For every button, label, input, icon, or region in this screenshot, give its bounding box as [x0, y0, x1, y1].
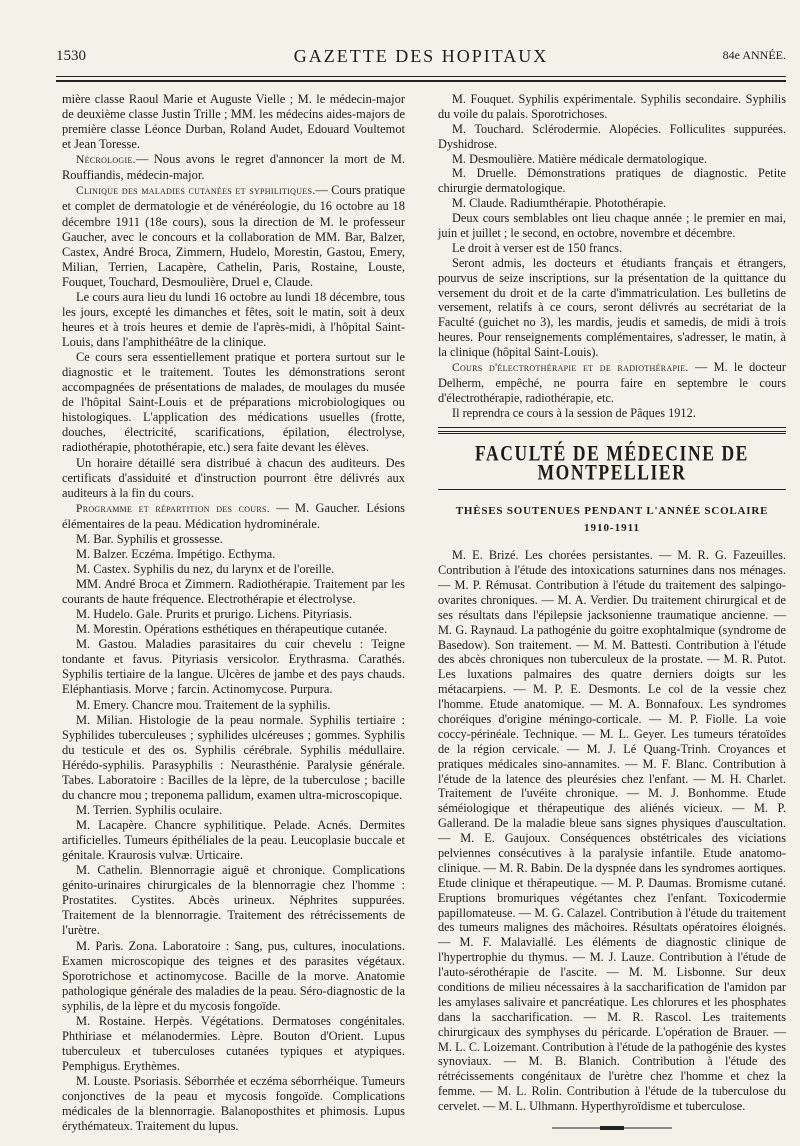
programme-item: M. Desmoulière. Matière médicale dermatologique. — [452, 151, 708, 166]
section-rule — [438, 489, 786, 490]
clinique-text: — Cours pratique et complet de dermatologie et de vénéréologie, du 16 octobre au 18 décembre 1911 (18e cours), sous la direction de M. le professeur Gaucher, avec le concours et la collaboration de MM. Bar, Balzer, Castex, André Broca, Zimmern, Hudelo, Morestin, Gastou, Emery, Milian, Terrien, Lacapère, Cathelin, Paris, Rostaine, Louste, Fouquet, Touchard, Desmoulière, Druel e, Claude. — [62, 183, 406, 289]
programme-item: M. Lacapère. Chancre syphilitique. Pelade. Acnés. Dermites artificielles. Tumeurs épithéliales de la peau. Leucoplasie buccale et génitale. Kraurosis vulvæ. Urticaire. — [62, 818, 405, 863]
programme-item: — M. Gaucher. Lésions élémentaires de la peau. Médication hydrominérale. — [62, 500, 406, 531]
sessions-paragraph: Deux cours semblables ont lieu chaque année ; le premier en mai, juin et juillet ; le second, en octobre, novembre et décembre. — [438, 211, 786, 241]
cours-paragraph: Le cours aura lieu du lundi 16 octobre au lundi 18 décembre, tous les jours, excepté les dimanches et fêtes, soit le matin, soit à deux heures et à trois heures et demie de l'après-midi, à l'hôpital Saint-Louis, dans l'amphithéâtre de la clinique. — [62, 289, 405, 349]
intro-paragraph: mière classe Raoul Marie et Auguste Vielle ; M. le médecin-major de deuxième classe Justin Trille ; MM. les médecins aides-majors de première classe Léonce Durban, Roland Audet, Edouard Voultemot et Jean Toresse. — [62, 92, 405, 152]
admission-paragraph: Seront admis, les docteurs et étudiants français et étrangers, pourvus de seize inscriptions, sur la présentation de la quittance du versement du droit et de la carte d'immatriculation. Les bulletins de versement, relatifs à ce cours, seront délivrés au secrétariat de la Faculté (guichet no 3), les mardis, jeudis et samedis, de midi à trois heures. Pour renseignements complémentaires, s'adresser, le matin, à la clinique (hôpital Saint-Louis). — [438, 255, 786, 360]
programme-item: M. Rostaine. Herpès. Végétations. Dermatoses congénitales. Phthiriase et mélanodermies. Lèpre. Bouton d'Orient. Lupus tuberculeux et tuberculoses cutanées typiques et atypiques. Pemphigus. Erythèmes. — [62, 1013, 405, 1073]
right-column — [438, 92, 786, 1135]
programme-item: M. Terrien. Syphilis oculaire. — [76, 802, 223, 817]
page-number: 1530 — [56, 48, 86, 64]
end-ornament-icon — [552, 1125, 672, 1131]
theses-paragraph: M. E. Brizé. Les chorées persistantes. — M. R. G. Fazeuilles. Contribution à l'étude des intoxications saturnines dans nos ménages. — M. P. Rémusat. Contribution à l'étude du traitement des salpingo-ovarites chroniques. — M. A. Verdier. Du traitement chirurgical et de ses résultats dans l'épilepsie jacksonienne traumatique ancienne. — M. G. Raynaud. La pathogénie du goitre exophtalmique (syndrome de Basedow). Son traitement. — M. M. Battesti. Contribution à l'étude des abcès chroniques non tuberculeux de la prostate. — M. R. Putot. Les luxations palmaires des quatre derniers doigts sur les métacarpiens. — M. P. E. Desmonts. Le col de la vessie chez l'homme. Etude anatomique. — M. A. Bonnafoux. Les syndromes choréiques d'origine méningo-corticale. — M. P. Fiolle. La voie coccy-périnéale. Technique. — M. L. Geyer. Les tumeurs tératoïdes de la région cervicale. — M. J. Lé Quang-Trinh. Croyances et pratiques médicales sino-annamites. — M. F. Blanc. Contribution à l'étude de la latence des pleurésies chez l'enfant. — M. H. Charlet. Traitement de l'uvéite chronique. — M. J. Bonhomme. Etude séméiologique et thérapeutique des aliénés vicieux. — M. P. Gallerand. De la maladie bleue sans signes physiques d'auscultation. — M. E. Gaujoux. Conséquences obstétricales des viciations pelviennes consécutives à la paralysie infantile. Etude anatomo-clinique. — M. R. Babin. De la dyspnée dans les syndromes aortiques. Etude clinique et thérapeutique. — M. P. Daumas. Bromisme cutané. Eruptions bromuriques végétantes chez l'enfant. Toxicodermie papillomateuse. — M. G. Calazel. Contribution à l'étude du traitement des tumeurs malignes des mâchoires. Résultats opératoires éloignés. — M. F. Malaviallé. Les éléments de diagnostic clinique de l'hypertrophie du thymus. — M. J. Lauze. Contribution à l'étude de l'auto-sérothérapie de l'ascite. — M. M. Lisbonne. Sur deux conditions de milieu nécessaires à la saccharification de l'amidon par les amylases salivaire et pancréatique. Les chlorures et les phosphates dans la saccharification. — M. R. Rascol. Les traitements chirurgicaux des symphyses du péricarde. L'opération de Brauer. — M. L. C. Loizemant. Contribution à l'étude de la pathogénie des kystes synoviaux. — M. B. Blanich. Contribution à l'étude des rétrécissements congénitaux de l'urètre chez l'homme et chez la femme. — M. L. Rolin. Contribution à l'étude de la tuberculose du cervelet. — M. L. Ulhmann. Hyperthyroïdisme et tuberculose. — [438, 548, 786, 1114]
left-column — [62, 92, 405, 1134]
programme-item: M. Touchard. Sclérodermie. Alopécies. Folliculites suppurées. Dyshidrose. — [438, 121, 786, 151]
programme-item: MM. André Broca et Zimmern. Radiothérapie. Traitement par les courants de haute fréquence. Electrothérapie et électrolyse. — [62, 577, 405, 607]
programme-item: M. Druelle. Démonstrations pratiques de diagnostic. Petite chirurgie dermatologique. — [438, 166, 786, 196]
journal-title: GAZETTE DES HOPITAUX — [293, 46, 549, 66]
programme-item: M. Fouquet. Syphilis expérimentale. Syphilis secondaire. Syphilis du voile du palais. Sporotrichoses. — [438, 92, 786, 121]
faculty-title: FACULTÉ DE MÉDECINE DE MONTPELLIER — [475, 440, 749, 484]
theses-year: 1910-1911 — [583, 522, 641, 535]
horaire-paragraph: Un horaire détaillé sera distribué à chacun des auditeurs. Des certificats d'assiduité et d'instruction pourront être délivrés aux auditeurs à la fin du cours. — [62, 455, 405, 500]
enseignement-paragraph: Ce cours sera essentiellement pratique et portera surtout sur le diagnostic et le traitement. Toutes les démonstrations seront accompagnées de présentations de malades, de moulages du musée de l'hôpital Saint-Louis et de préparations microbiologiques ou histologiques. L'application des médications usuelles (frotte, douches, électricité, scarifications, épilation, électrolyse, radiothérapie, photothérapie, etc.) sera faite devant les élèves. — [62, 350, 405, 455]
radiotherapy-heading: Cours d'électrothérapie et de radiothérapie. — [452, 362, 689, 375]
theses-title: THÈSES SOUTENUES PENDANT L'ANNÉE SCOLAIRE — [455, 505, 769, 518]
section-rule — [438, 427, 786, 428]
header-rule-thick — [56, 80, 786, 82]
programme-item: M. Castex. Syphilis du nez, du larynx et de l'oreille. — [76, 561, 335, 576]
programme-item: M. Morestin. Opérations esthétiques en thérapeutique cutanée. — [76, 622, 388, 637]
necrology-heading: Nécrologie. — [76, 154, 136, 167]
programme-item: M. Claude. Radiumthérapie. Photothérapie. — [452, 196, 667, 211]
programme-item: M. Hudelo. Gale. Prurits et prurigo. Lichens. Pityriasis. — [76, 607, 353, 622]
radiotherapy-paragraph — [438, 360, 786, 406]
radiotherapy-paragraph-2: Il reprendra ce cours à la session de Pâques 1912. — [452, 405, 696, 420]
end-ornament — [438, 1120, 786, 1135]
programme-item: M. Gastou. Maladies parasitaires du cuir chevelu : Teigne tondante et favus. Pityriasis versicolor. Erythrasma. Carathés. Syphilis tertiaire de la langue. Ulcères de jambe et des pays chauds. Eléphantiasis. Morve ; farcin. Actinomycose. Purpura. — [62, 637, 405, 697]
clinique-heading: Clinique des maladies cutanées et syphilitiques. — [76, 185, 316, 198]
radiotherapy-text: — M. le docteur Delherm, empêché, ne pourra faire en septembre le cours d'électrothérapie, radiothérapie, etc. — [438, 360, 787, 405]
necrology-paragraph — [62, 152, 405, 183]
programme-paragraph — [62, 501, 405, 532]
programme-item: M. Emery. Chancre mou. Traitement de la syphilis. — [76, 697, 331, 712]
programme-item: M. Balzer. Eczéma. Impétigo. Ecthyma. — [76, 546, 276, 561]
programme-item: M. Milian. Histologie de la peau normale. Syphilis tertiaire : Syphilides tuberculeuses ; syphilides ulcéreuses ; gommes. Syphilis du testicule et des os. Syphilis cérébrale. Syphilis médullaire. Hérédo-syphilis. Parasyphilis : Neurasthénie. Paralysie générale. Tabes. Laboratoire : Bacilles de la lèpre, de la tuberculose ; bacille du chancre mou ; treponema pallidum, examen ultra-microscopique. — [62, 712, 405, 802]
programme-item: M. Bar. Syphilis et grossesse. — [76, 531, 223, 546]
journal-year: 84e ANNÉE. — [722, 48, 786, 62]
programme-item: M. Paris. Zona. Laboratoire : Sang, pus, cultures, inoculations. Examen microscopique des teignes et des parasites végétaux. Sporotrichose et actinomycose. Bacille de la morve. Anatomie pathologique générale des maladies de la peau. Séro-diagnostic de la syphilis, de la lèpre et du mycosis fongoïde. — [62, 938, 405, 1013]
programme-item: M. Cathelin. Blennorragie aiguë et chronique. Complications génito-urinaires chirurgicales de la blennorragie chez l'homme : Prostatites. Cystites. Abcès urineux. Néphrites suppurées. Traitement de la blennorragie. Traitement des rétrécissements de l'urètre. — [62, 863, 405, 938]
clinique-paragraph — [62, 183, 405, 289]
fee-paragraph: Le droit à verser est de 150 francs. — [452, 240, 623, 255]
header-rule-thin — [56, 76, 786, 77]
programme-heading: Programme et répartition des cours. — [76, 502, 270, 515]
section-rule-double — [438, 431, 786, 434]
programme-item: M. Louste. Psoriasis. Séborrhée et eczéma séborrhéique. Tumeurs conjonctives de la peau et mycosis fongoïde. Complications médicales de la blennorragie. Balanoposthites et phimosis. Lupus érythémateux. Traitement du lupus. — [62, 1074, 405, 1134]
necrology-text: — Nous avons le regret d'annoncer la mort de M. Rouffiandis, médecin-major. — [62, 152, 405, 183]
page-header — [56, 46, 786, 70]
